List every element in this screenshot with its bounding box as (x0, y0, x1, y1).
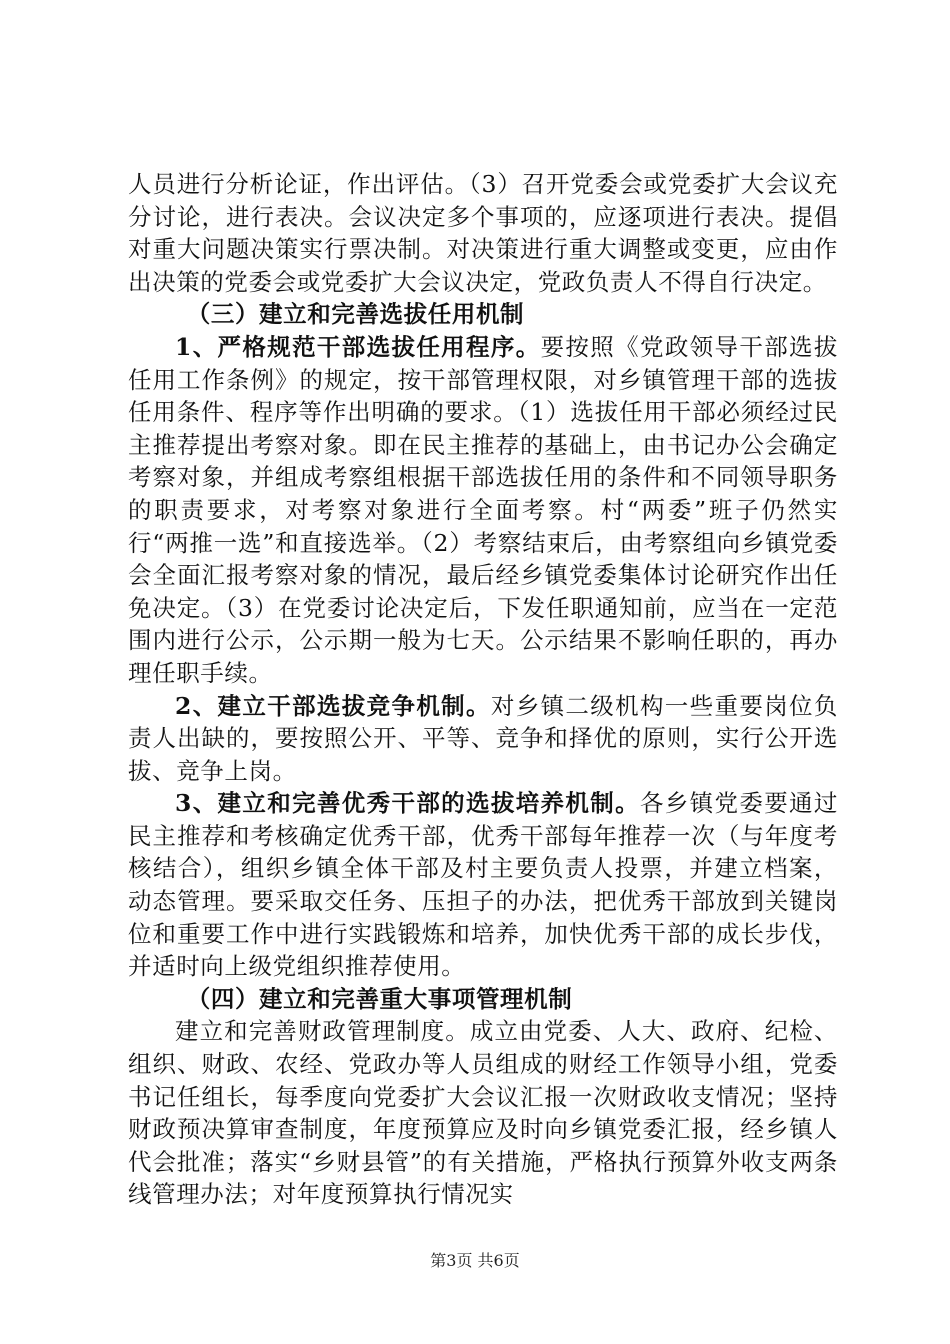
item-2-text: 对乡镇二级机构一些重要岗位负责人出缺的，要按照公开、平等、竞争和择优的原则，实行公开选拔、竞争上岗。 (128, 691, 838, 785)
paragraph-item-2 (128, 690, 838, 788)
paragraph-item-1 (128, 331, 838, 690)
section-heading-4: （四）建立和完善重大事项管理机制 (186, 984, 573, 1013)
item-3-text: 各乡镇党委要通过民主推荐和考核确定优秀干部，优秀干部每年推荐一次（与年度考核结合），组织乡镇全体干部及村主要负责人投票，并建立档案，动态管理。要采取交任务、压担子的办法，把优秀干部放到关键岗位和重要工作中进行实践锻炼和培养，加快优秀干部的成长步伐，并适时向上级党组织推荐使用。 (128, 789, 838, 981)
document-body (128, 168, 838, 1211)
paragraph-item-3 (128, 787, 838, 983)
page-number-footer: 第3页 共6页 (430, 1251, 520, 1270)
paragraph-finance: 建立和完善财政管理制度。成立由党委、人大、政府、纪检、组织、财政、农经、党政办等人员组成的财经工作领导小组，党委书记任组长，每季度向党委扩大会议汇报一次财政收支情况；坚持财政预决算审查制度，年度预算应及时向乡镇党委汇报，经乡镇人代会批准；落实“乡财县管”的有关措施，严格执行预算外收支两条线管理办法；对年度预算执行情况实 (128, 1017, 838, 1209)
item-1-lead: 1、严格规范干部选拔任用程序。 (175, 332, 541, 361)
item-3-lead: 3、建立和完善优秀干部的选拔培养机制。 (175, 789, 640, 818)
section-heading-3: （三）建立和完善选拔任用机制 (186, 300, 525, 329)
item-1-text: 要按照《党政领导干部选拔任用工作条例》的规定，按干部管理权限，对乡镇管理干部的选拔任用条件、程序等作出明确的要求。（1）选拔任用干部必须经过民主推荐提出考察对象。即在民主推荐的基础上，由书记办公会确定考察对象，并组成考察组根据干部选拔任用的条件和不同领导职务的职责要求，对考察对象进行全面考察。村“两委”班子仍然实行“两推一选”和直接选举。（2）考察结束后，由考察组向乡镇党委会全面汇报考察对象的情况，最后经乡镇党委集体讨论研究作出任免决定。（3）在党委讨论决定后，下发任职通知前，应当在一定范围内进行公示，公示期一般为七天。公示结果不影响任职的，再办理任职手续。 (128, 332, 839, 687)
paragraph-continuation: 人员进行分析论证，作出评估。（3）召开党委会或党委扩大会议充分讨论，进行表决。会议决定多个事项的，应逐项进行表决。提倡对重大问题决策实行票决制。对决策进行重大调整或变更，应由作出决策的党委会或党委扩大会议决定，党政负责人不得自行决定。 (128, 170, 838, 296)
item-2-lead: 2、建立干部选拔竞争机制。 (175, 691, 491, 720)
